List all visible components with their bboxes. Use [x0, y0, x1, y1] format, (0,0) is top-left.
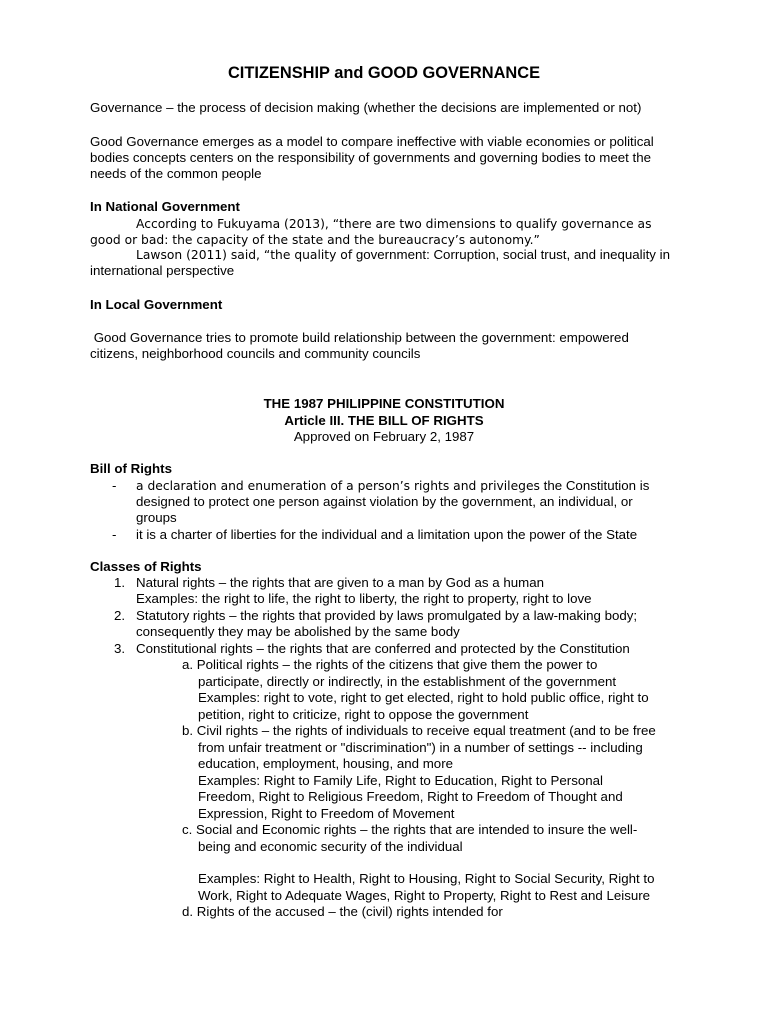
bill-definition-start: a declaration and enumeration of a person’s rights and privileges — [136, 479, 540, 493]
bill-definition-line-3: groups — [136, 510, 177, 525]
local-government-line-2: citizens, neighborhood councils and community councils — [90, 346, 421, 361]
political-rights-line-2: participate, directly or indirectly, in the establishment of the government — [198, 674, 617, 689]
document-title: CITIZENSHIP and GOOD GOVERNANCE — [227, 64, 541, 82]
fukuyama-quote-line-1: According to Fukuyama (2013), “there are two dimensions to qualify governance as — [136, 217, 652, 231]
article-title: Article III. THE BILL OF RIGHTS — [284, 413, 484, 428]
civil-rights-line-4: Examples: Right to Family Life, Right to Education, Right to Personal — [198, 773, 604, 788]
bullet-dash-1: - — [112, 478, 117, 493]
bill-definition-line-2: designed to protect one person against violation by the government, an individual, or — [136, 494, 633, 509]
national-government-heading: In National Government — [90, 199, 240, 214]
bill-definition-rest: the Constitution is — [539, 478, 650, 493]
political-rights-line-3: Examples: right to vote, right to get elected, right to hold public office, right to — [198, 690, 649, 705]
bill-definition-line-1 — [136, 478, 649, 494]
bill-charter-line: it is a charter of liberties for the individual and a limitation upon the power of the State — [136, 527, 638, 542]
statutory-rights-line-1: Statutory rights – the rights that provided by laws promulgated by a law-making body; — [136, 608, 638, 623]
lawson-quote-line-1 — [136, 247, 670, 263]
civil-rights-line-6: Expression, Right to Freedom of Movement — [198, 806, 455, 821]
civil-rights-line-5: Freedom, Right to Religious Freedom, Right to Freedom of Thought and — [198, 789, 623, 804]
list-number-2: 2. — [114, 608, 126, 623]
governance-definition: Governance – the process of decision making (whether the decisions are implemented or not) — [90, 100, 642, 115]
local-government-line-1: Good Governance tries to promote build relationship between the government: empowered — [90, 330, 629, 345]
approval-date: Approved on February 2, 1987 — [293, 429, 475, 444]
list-number-3: 3. — [114, 641, 126, 656]
civil-rights-line-3: education, employment, housing, and more — [198, 756, 454, 771]
constitution-title: THE 1987 PHILIPPINE CONSTITUTION — [263, 396, 505, 411]
good-governance-line-1: Good Governance emerges as a model to compare ineffective with viable economies or political — [90, 134, 654, 149]
constitutional-rights-line-1: Constitutional rights – the rights that are conferred and protected by the Constitution — [136, 641, 630, 656]
social-economic-rights-line-3: Examples: Right to Health, Right to Housing, Right to Social Security, Right to — [198, 871, 655, 886]
lawson-quote-start: Lawson (2011) said, “the quality of — [136, 248, 353, 262]
natural-rights-line-2: Examples: the right to life, the right to liberty, the right to property, right to love — [136, 591, 592, 606]
rights-of-accused-line-1: d. Rights of the accused – the (civil) rights intended for — [182, 904, 503, 919]
lawson-quote-line-2: international perspective — [90, 263, 235, 278]
good-governance-line-2: bodies concepts centers on the responsibility of governments and governing bodies to meet the — [90, 150, 652, 165]
classes-of-rights-heading: Classes of Rights — [90, 559, 202, 574]
natural-rights-line-1: Natural rights – the rights that are given to a man by God as a human — [136, 575, 544, 590]
social-economic-rights-line-4: Work, Right to Adequate Wages, Right to Property, Right to Rest and Leisure — [198, 888, 651, 903]
lawson-quote-rest: government: Corruption, social trust, and inequality in — [352, 247, 670, 262]
good-governance-line-3: needs of the common people — [90, 166, 262, 181]
local-government-heading: In Local Government — [90, 297, 223, 312]
statutory-rights-line-2: consequently they may be abolished by the same body — [136, 624, 460, 639]
civil-rights-line-2: from unfair treatment or "discrimination") in a number of settings -- including — [198, 740, 643, 755]
bill-of-rights-heading: Bill of Rights — [90, 461, 172, 476]
bullet-dash-2: - — [112, 527, 117, 542]
political-rights-line-4: petition, right to criticize, right to oppose the government — [198, 707, 529, 722]
social-economic-rights-line-2: being and economic security of the individual — [198, 839, 463, 854]
political-rights-line-1: a. Political rights – the rights of the citizens that give them the power to — [182, 657, 598, 672]
list-number-1: 1. — [114, 575, 126, 590]
fukuyama-quote-line-2: good or bad: the capacity of the state and the bureaucracy’s autonomy.” — [90, 233, 540, 247]
social-economic-rights-line-1: c. Social and Economic rights – the rights that are intended to insure the well- — [182, 822, 638, 837]
civil-rights-line-1: b. Civil rights – the rights of individuals to receive equal treatment (and to be free — [182, 723, 656, 738]
